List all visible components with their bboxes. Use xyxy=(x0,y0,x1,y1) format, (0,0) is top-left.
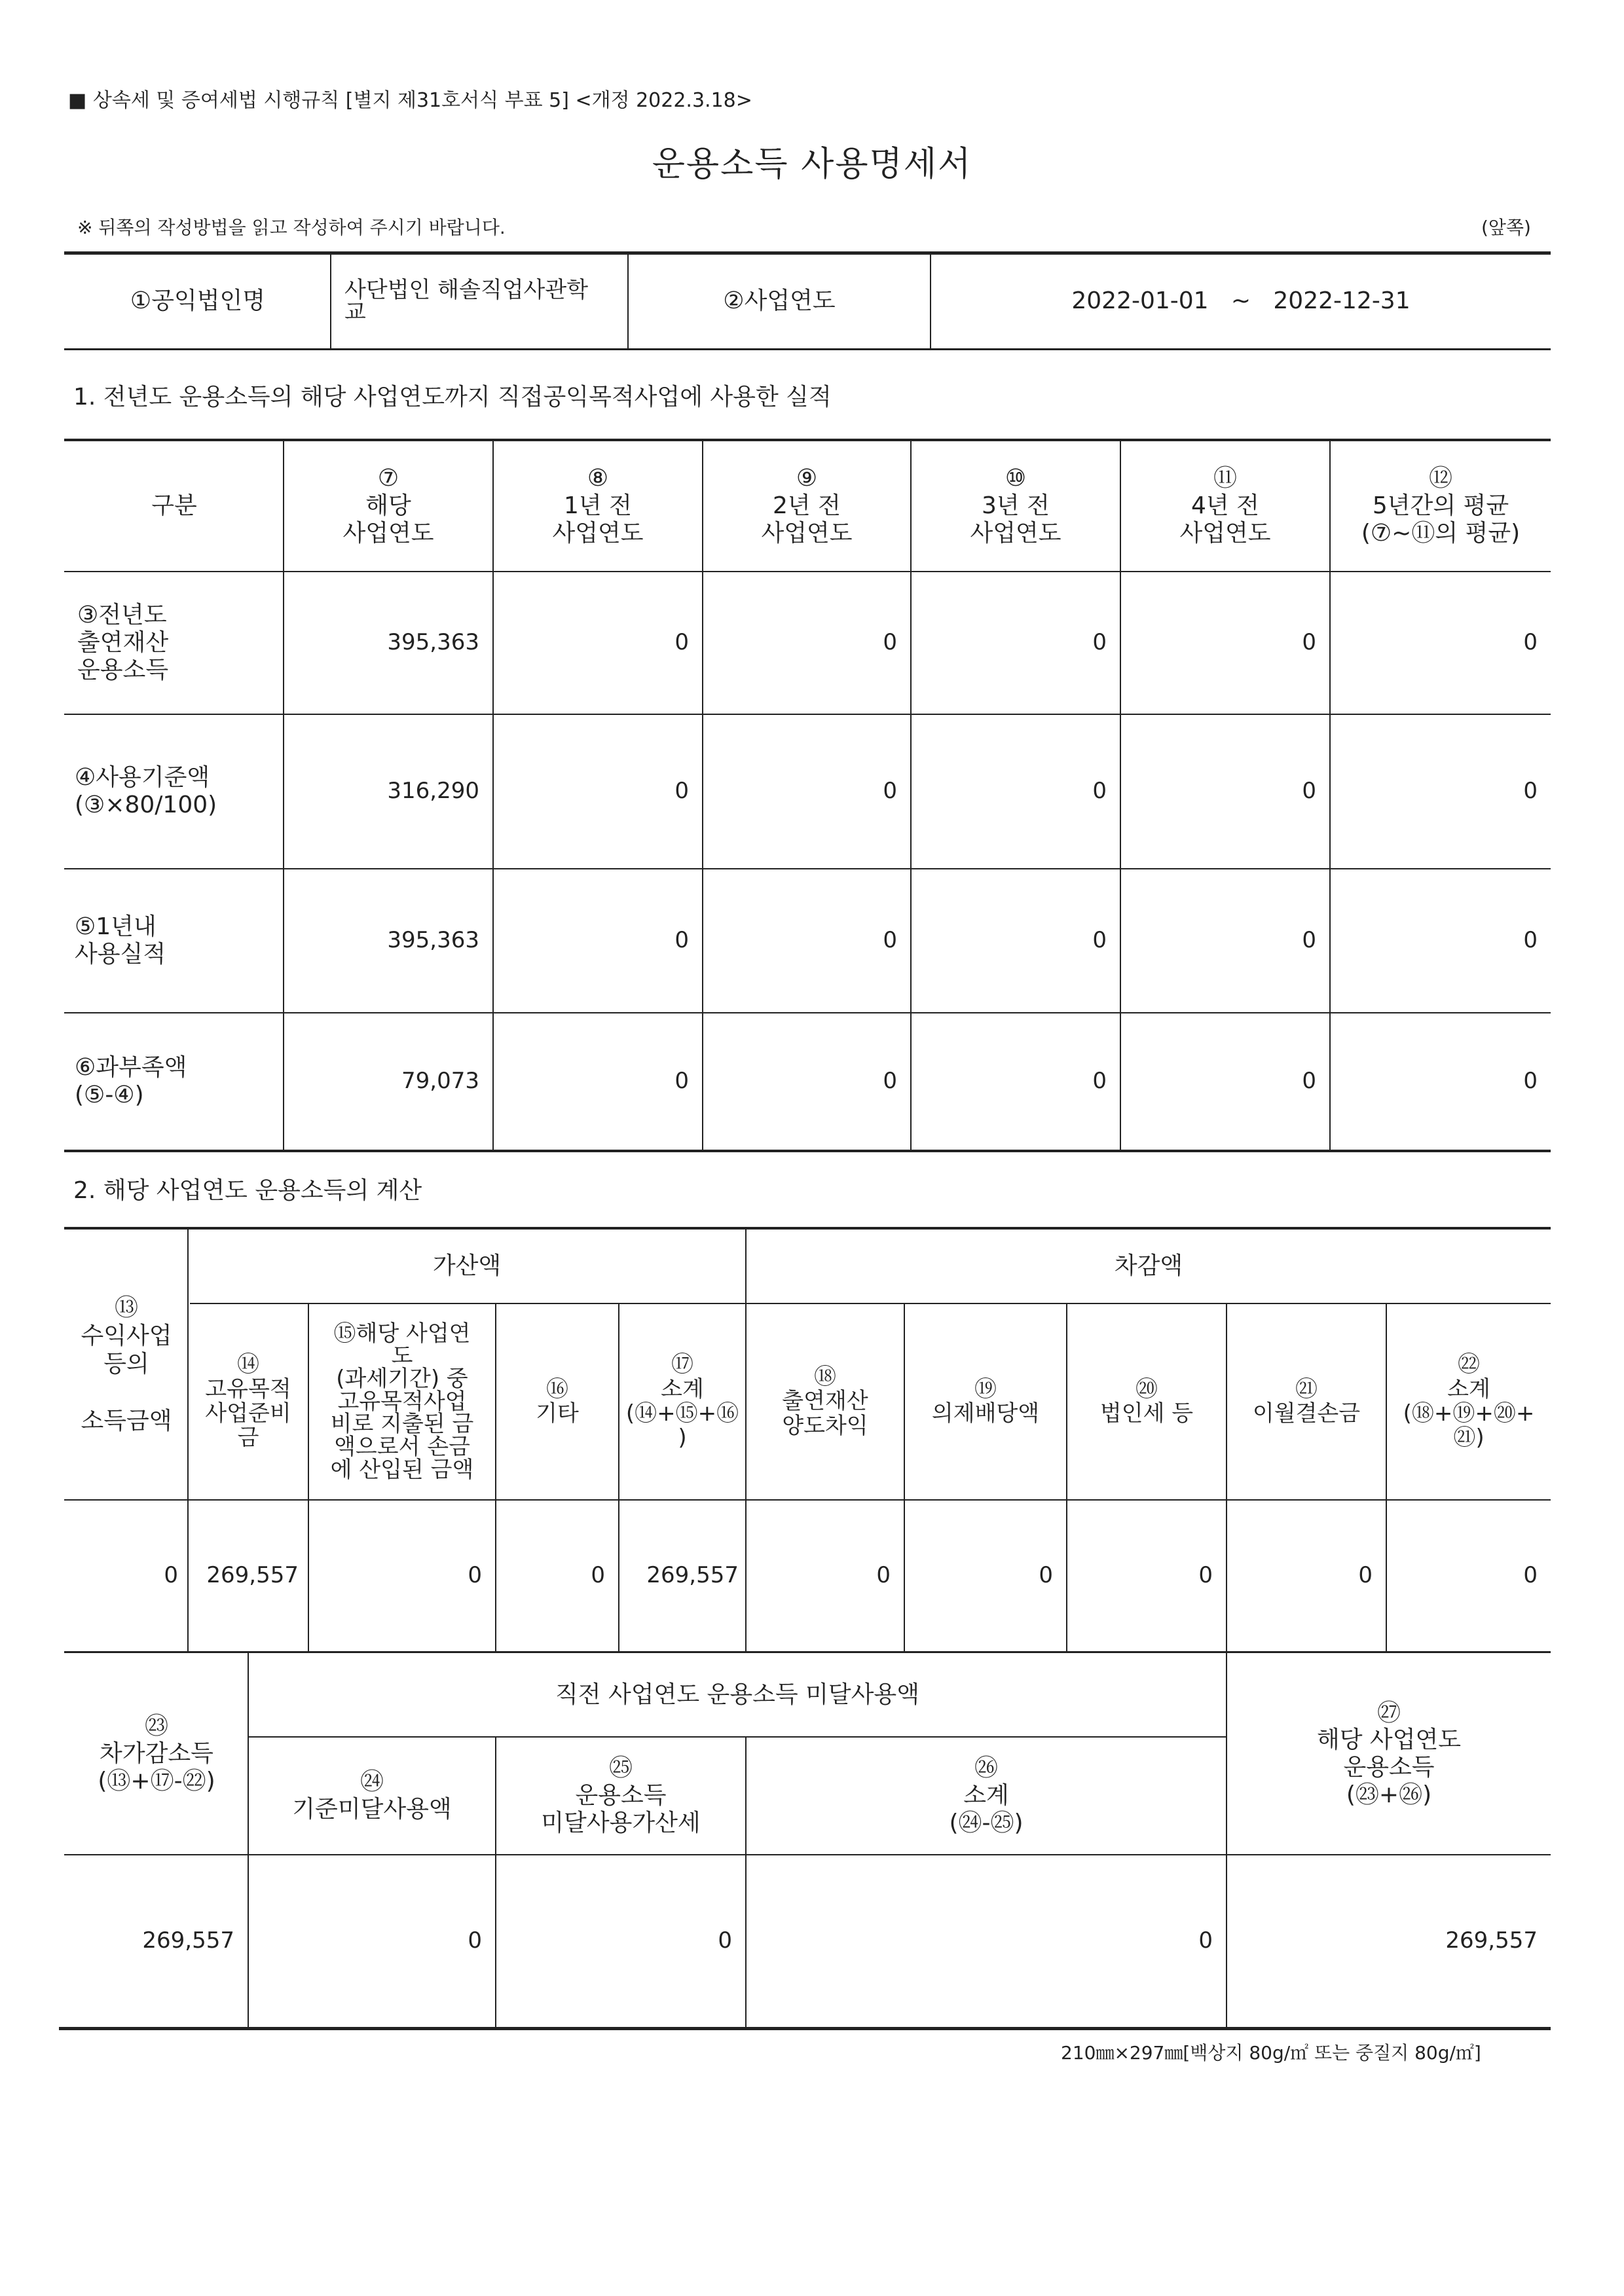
s1-header-1yr-ago: ⑧ 1년 전 사업연도 xyxy=(552,465,644,547)
s1-cell: 0 xyxy=(674,927,689,954)
s2-header-26: ㉖ 소계 (㉔-㉕) xyxy=(949,1755,1024,1836)
s1-cell: 0 xyxy=(1092,778,1107,805)
s1-cell: 0 xyxy=(674,1068,689,1095)
s1-cell: 79,073 xyxy=(401,1068,479,1095)
s1-cell: 395,363 xyxy=(387,629,479,656)
s2-header-19: ⑲ 의제배당액 xyxy=(931,1376,1040,1427)
s1-cell: 0 xyxy=(1092,927,1107,954)
s2-header-22: ㉒ 소계 (⑱+⑲+⑳+ ㉑) xyxy=(1403,1351,1535,1451)
s2-cell: 0 xyxy=(1198,1562,1213,1589)
s1-row-label: ③전년도 출연재산 운용소득 xyxy=(77,602,169,683)
s2-header-15: ⑮해당 사업연 도 (과세기간) 중 고유목적사업 비로 지출된 금 액으로서 손금 에 산입된 금액 xyxy=(330,1320,474,1483)
s1-header-category: 구분 xyxy=(151,492,197,520)
s1-cell: 0 xyxy=(883,778,897,805)
s2-header-24: ㉔ 기준미달사용액 xyxy=(292,1768,452,1823)
s2-header-18: ⑱ 출연재산 양도차익 xyxy=(782,1363,868,1439)
s1-cell: 0 xyxy=(1523,778,1538,805)
s2-lower-cell: 269,557 xyxy=(142,1927,234,1954)
s1-cell: 0 xyxy=(883,927,897,954)
s1-cell: 0 xyxy=(1523,927,1538,954)
s1-cell: 0 xyxy=(883,1068,897,1095)
s2-lower-cell: 0 xyxy=(468,1927,482,1954)
s1-row-label: ⑥과부족액 (⑤-④) xyxy=(75,1054,187,1108)
s2-header-16: ⑯ 기타 xyxy=(536,1376,579,1427)
s2-header-17: ⑰ 소계 (⑭+⑮+⑯ ) xyxy=(625,1351,739,1451)
s2-lower-cell: 0 xyxy=(1198,1927,1213,1954)
s2-header-13: ⑬ 수익사업 등의 소득금액 xyxy=(81,1294,172,1434)
s2-header-unused-group: 직전 사업연도 운용소득 미달사용액 xyxy=(555,1681,919,1709)
s1-cell: 316,290 xyxy=(387,778,479,805)
s2-header-21: ㉑ 이월결손금 xyxy=(1252,1376,1361,1427)
form-reference: ■ 상속세 및 증여세법 시행규칙 [별지 제31호서식 부표 5] <개정 2022.3.18> xyxy=(68,89,752,112)
instruction-note: ※ 뒤쪽의 작성방법을 읽고 작성하여 주시기 바랍니다. xyxy=(77,217,506,238)
s2-cell: 0 xyxy=(468,1562,482,1589)
s1-cell: 0 xyxy=(1092,629,1107,656)
s1-cell: 0 xyxy=(1523,1068,1538,1095)
s1-cell: 0 xyxy=(674,629,689,656)
section2-title: 2. 해당 사업연도 운용소득의 계산 xyxy=(73,1177,422,1204)
s2-header-add-group: 가산액 xyxy=(432,1252,502,1280)
s1-cell: 0 xyxy=(883,629,897,656)
s1-cell: 0 xyxy=(1302,629,1316,656)
s2-cell: 0 xyxy=(1039,1562,1053,1589)
org-name-value: 사단법인 해솔직업사관학 교 xyxy=(344,277,589,325)
s1-cell: 0 xyxy=(1092,1068,1107,1095)
s2-header-14: ⑭ 고유목적 사업준비 금 xyxy=(205,1351,291,1451)
s2-header-25: ㉕ 운용소득 미달사용가산세 xyxy=(541,1755,701,1836)
s2-cell: 0 xyxy=(164,1562,178,1589)
s1-cell: 0 xyxy=(1302,778,1316,805)
s1-cell: 0 xyxy=(1302,927,1316,954)
s2-lower-cell: 0 xyxy=(718,1927,732,1954)
s1-header-2yr-ago: ⑨ 2년 전 사업연도 xyxy=(761,465,853,547)
s2-cell: 269,557 xyxy=(206,1562,299,1589)
s1-header-3yr-ago: ⑩ 3년 전 사업연도 xyxy=(970,465,1061,547)
s1-row-label: ⑤1년내 사용실적 xyxy=(75,913,166,968)
s1-cell: 0 xyxy=(1302,1068,1316,1095)
s1-row-label: ④사용기준액 (③×80/100) xyxy=(75,764,217,818)
s2-header-27: ㉗ 해당 사업연도 운용소득 (㉓+㉖) xyxy=(1316,1699,1462,1808)
business-year-value: 2022-01-01 ~ 2022-12-31 xyxy=(1071,287,1411,315)
s2-cell: 0 xyxy=(1358,1562,1373,1589)
s2-cell: 0 xyxy=(876,1562,891,1589)
page-side-label: (앞쪽) xyxy=(1481,217,1531,238)
s2-cell: 0 xyxy=(1523,1562,1538,1589)
business-year-label: ②사업연도 xyxy=(723,287,836,315)
s2-header-20: ⑳ 법인세 등 xyxy=(1099,1376,1194,1427)
s2-header-23: ㉓ 차가감소득 (⑬+⑰-㉒) xyxy=(98,1713,215,1795)
paper-spec: 210㎜×297㎜[백상지 80g/㎡ 또는 중질지 80g/㎡] xyxy=(1061,2042,1481,2064)
s2-header-sub-group: 차감액 xyxy=(1114,1252,1183,1280)
s1-cell: 395,363 xyxy=(387,927,479,954)
s1-header-4yr-ago: ⑪ 4년 전 사업연도 xyxy=(1179,465,1271,547)
document-title: 운용소득 사용명세서 xyxy=(652,145,972,184)
s2-cell: 269,557 xyxy=(646,1562,739,1589)
s2-cell: 0 xyxy=(591,1562,605,1589)
s1-header-5yr-average: ⑫ 5년간의 평균 (⑦~⑪의 평균) xyxy=(1361,465,1521,547)
section1-title: 1. 전년도 운용소득의 해당 사업연도까지 직접공익목적사업에 사용한 실적 xyxy=(73,384,832,410)
s1-header-current-year: ⑦ 해당 사업연도 xyxy=(342,465,434,547)
s2-lower-cell: 269,557 xyxy=(1445,1927,1538,1954)
org-name-label: ①공익법인명 xyxy=(130,287,266,315)
s1-cell: 0 xyxy=(1523,629,1538,656)
s1-cell: 0 xyxy=(674,778,689,805)
